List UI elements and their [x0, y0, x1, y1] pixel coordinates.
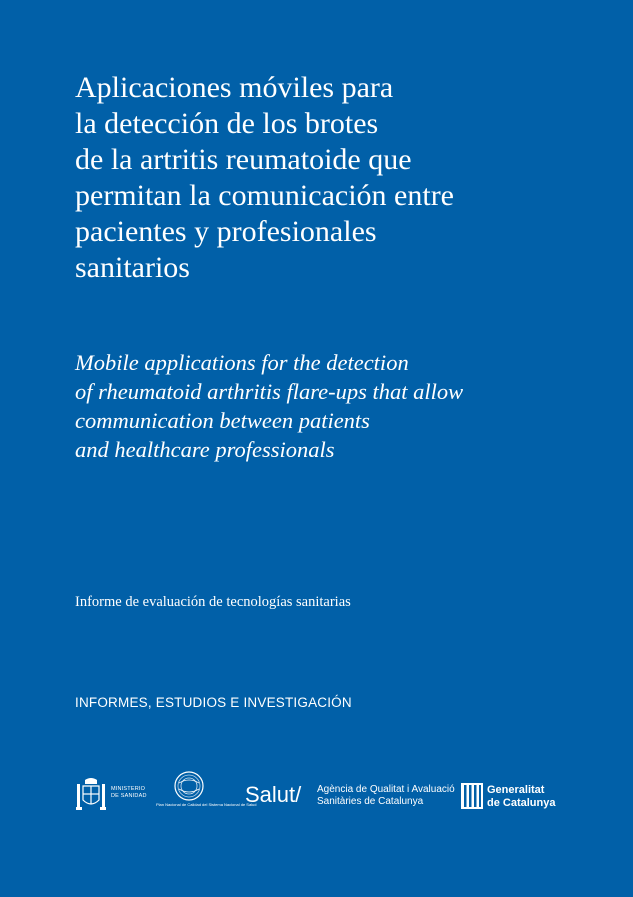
report-type: Informe de evaluación de tecnologías sanitarias — [75, 594, 351, 610]
series-title: INFORMES, ESTUDIOS E INVESTIGACIÓN — [75, 695, 352, 710]
report-subtitle-english: Mobile applications for the detection of rheumatoid arthritis flare-ups that allow communication between patients and healthcare professionals — [75, 350, 464, 462]
institution-logos — [0, 770, 633, 820]
globe-icon — [173, 770, 205, 802]
senyera-icon — [461, 783, 483, 809]
plan-calidad-logo — [156, 770, 257, 815]
ministerio-sanidad-logo — [75, 776, 155, 812]
coat-of-arms-icon — [75, 776, 107, 812]
report-title: Aplicaciones móviles para la detección de los brotes de la artritis reumatoide que permitan la comunicación entre pacientes y profesionales sanitarios — [75, 71, 454, 284]
ministerio-label: MINISTERIO DE SANIDAD — [111, 786, 147, 799]
aquas-label: Agència de Qualitat i Avaluació Sanitàries de Catalunya — [317, 784, 455, 807]
generalitat-label: Generalitat de Catalunya — [487, 784, 556, 809]
salut-wordmark: Salut/ — [245, 782, 302, 807]
generalitat-logo — [461, 783, 571, 813]
plan-label: Plan Nacional de Calidad del Sistema Nacional de Salud — [156, 802, 257, 807]
